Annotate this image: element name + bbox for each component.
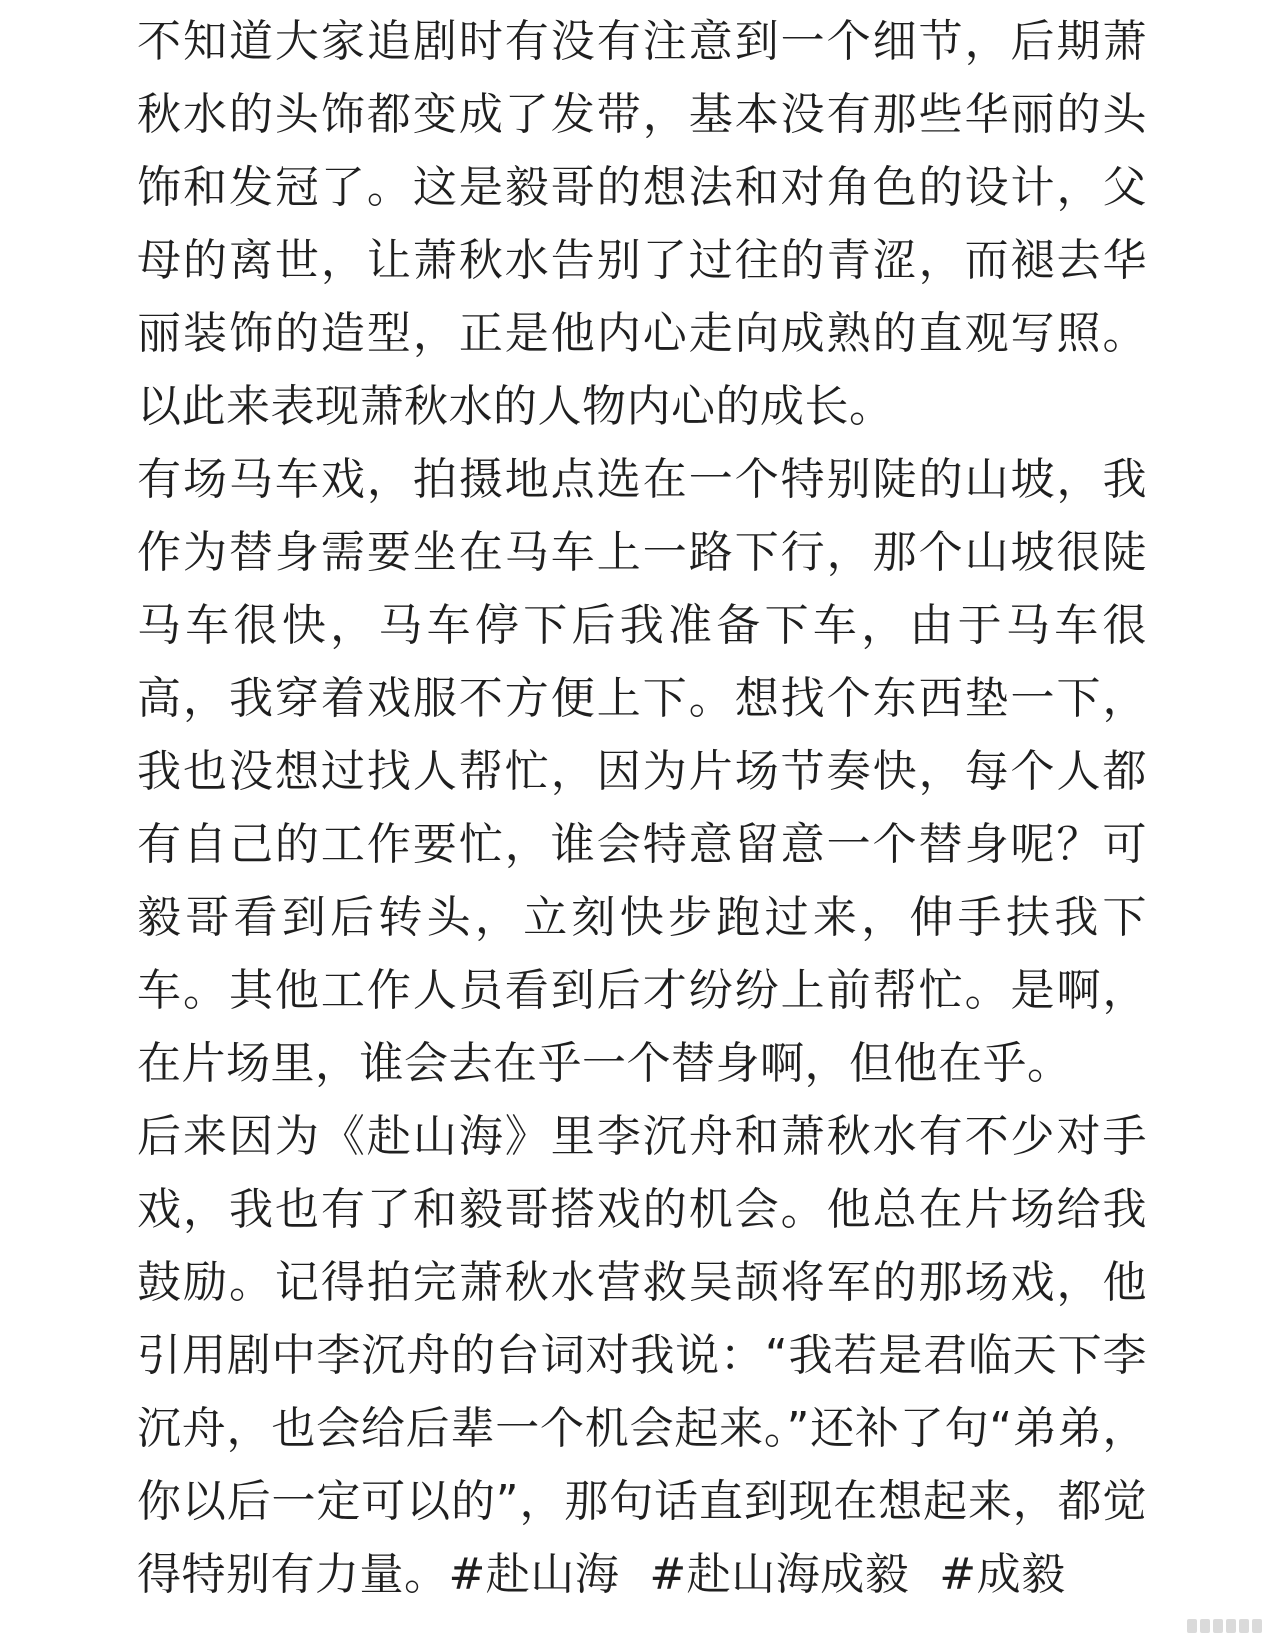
watermark-segment [1213, 1619, 1223, 1633]
hashtag-list [449, 1549, 1096, 1600]
watermark-logo [1187, 1619, 1262, 1633]
paragraph-encouragement [137, 1100, 1147, 1611]
watermark-segment [1239, 1619, 1249, 1633]
watermark-segment [1252, 1619, 1262, 1633]
hashtag-fushanhai[interactable]: #赴山海 [448, 1549, 620, 1600]
paragraph-encouragement-text: 后来因为《赴山海》里李沉舟和萧秋水有不少对手戏，我也有了和毅哥搭戏的机会。他总在片场给我鼓励。记得拍完萧秋水营救吴颉将军的那场戏，他引用剧中李沉舟的台词对我说：“我若是君临天下李沉舟，也会给后辈一个机会起来。”还补了句“弟弟，你以后一定可以的”，那句话直到现在想起来，都觉得特别有力量。 [137, 1111, 1147, 1600]
hashtag-chengyi[interactable]: #成毅 [939, 1549, 1066, 1600]
watermark-segment [1200, 1619, 1210, 1633]
paragraph-headwear: 不知道大家追剧时有没有注意到一个细节，后期萧秋水的头饰都变成了发带，基本没有那些华丽的头饰和发冠了。这是毅哥的想法和对角色的设计，父母的离世，让萧秋水告别了过往的青涩，而褪去华丽装饰的造型，正是他内心走向成熟的直观写照。以此来表现萧秋水的人物内心的成长。 [137, 16, 1147, 432]
hashtag-fushanhai-chengyi[interactable]: #赴山海成毅 [649, 1549, 910, 1600]
paragraph-carriage-scene: 有场马车戏，拍摄地点选在一个特别陡的山坡，我作为替身需要坐在马车上一路下行，那个山坡很陡马车很快，马车停下后我准备下车，由于马车很高，我穿着戏服不方便上下。想找个东西垫一下，我也没想过找人帮忙，因为片场节奏快，每个人都有自己的工作要忙，谁会特意留意一个替身呢？可毅哥看到后转头，立刻快步跑过来，伸手扶我下车。其他工作人员看到后才纷纷上前帮忙。是啊，在片场里，谁会去在乎一个替身啊，但他在乎。 [137, 454, 1147, 1089]
article-body [137, 5, 1147, 1611]
watermark-segment [1226, 1619, 1236, 1633]
watermark-segment [1187, 1619, 1197, 1633]
